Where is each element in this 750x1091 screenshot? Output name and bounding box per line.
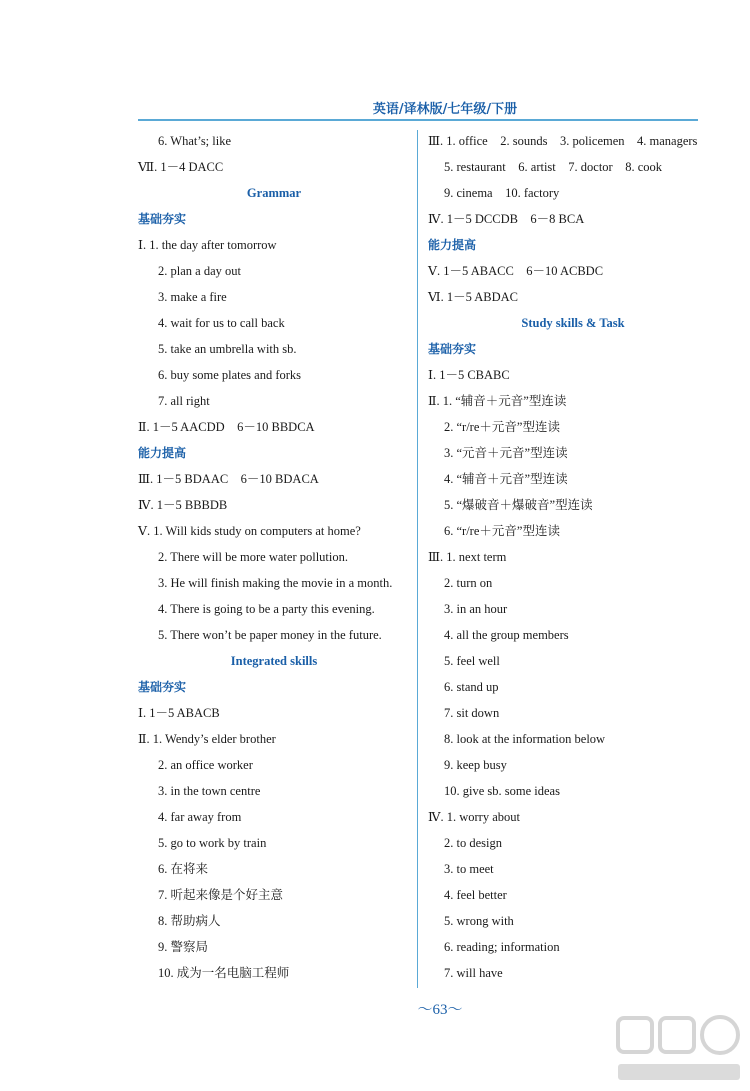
answer-line: 5. take an umbrella with sb. bbox=[158, 342, 297, 356]
answer-line: 7. 听起来像是个好主意 bbox=[158, 888, 284, 902]
subsection-title: 基础夯实 bbox=[138, 212, 187, 226]
answer-line: 7. all right bbox=[158, 394, 210, 408]
answer-line: 4. “辅音＋元音”型连读 bbox=[444, 472, 568, 486]
answer-line: Ⅶ. 1－4 DACC bbox=[138, 160, 224, 174]
answer-line: 4. wait for us to call back bbox=[158, 316, 285, 330]
answer-line: 5. restaurant 6. artist 7. doctor 8. cook bbox=[444, 160, 663, 174]
section-title: Study skills & Task bbox=[521, 316, 625, 330]
answer-line: Ⅳ. 1－5 DCCDB 6－8 BCA bbox=[428, 212, 585, 226]
answer-line: Ⅰ. 1－5 CBABC bbox=[428, 368, 510, 382]
answer-line: Ⅰ. 1. the day after tomorrow bbox=[138, 238, 277, 252]
answer-line: 6. buy some plates and forks bbox=[158, 368, 302, 382]
subsection-title: 基础夯实 bbox=[138, 680, 187, 694]
answer-line: Ⅴ. 1. Will kids study on computers at home? bbox=[138, 524, 361, 538]
answer-line: 4. There is going to be a party this evening. bbox=[158, 602, 375, 616]
answer-line: Ⅵ. 1－5 ABDAC bbox=[428, 290, 519, 304]
answer-line: 9. cinema 10. factory bbox=[444, 186, 560, 200]
column-divider bbox=[417, 130, 418, 988]
page-number: ～63～ bbox=[417, 1002, 463, 1018]
answer-line: 9. keep busy bbox=[444, 758, 507, 772]
answer-line: Ⅴ. 1－5 ABACC 6－10 ACBDC bbox=[428, 264, 604, 278]
answer-line: 6. 在将来 bbox=[158, 862, 209, 876]
answer-line: 8. 帮助病人 bbox=[158, 914, 221, 928]
answer-line: 2. “r/re＋元音”型连读 bbox=[444, 420, 560, 434]
answer-line: 3. in an hour bbox=[444, 602, 508, 616]
answer-line: 4. far away from bbox=[158, 810, 242, 824]
answer-line: 3. in the town centre bbox=[158, 784, 261, 798]
answer-line: Ⅲ. 1. next term bbox=[428, 550, 507, 564]
answer-line: 5. feel well bbox=[444, 654, 500, 668]
answer-line: 6. “r/re＋元音”型连读 bbox=[444, 524, 560, 538]
answer-line: 3. to meet bbox=[444, 862, 494, 876]
answer-line: 7. sit down bbox=[444, 706, 500, 720]
answer-line: 2. an office worker bbox=[158, 758, 253, 772]
answer-line: 3. “元音＋元音”型连读 bbox=[444, 446, 568, 460]
answer-line: 6. What’s; like bbox=[158, 134, 232, 148]
subsection-title: 能力提高 bbox=[138, 446, 187, 460]
answer-line: 7. will have bbox=[444, 966, 503, 980]
subsection-title: 能力提高 bbox=[428, 238, 477, 252]
answer-line: Ⅲ. 1. office 2. sounds 3. policemen 4. managers bbox=[428, 134, 698, 148]
right-column bbox=[428, 128, 718, 986]
answer-line: 8. look at the information below bbox=[444, 732, 606, 746]
subsection-title: 基础夯实 bbox=[428, 342, 477, 356]
answer-line: 2. plan a day out bbox=[158, 264, 241, 278]
answer-line: 3. make a fire bbox=[158, 290, 227, 304]
answer-line: Ⅱ. 1. Wendy’s elder brother bbox=[138, 732, 276, 746]
watermark-logo-icon bbox=[614, 1012, 744, 1087]
header-rule bbox=[138, 119, 698, 121]
answer-line: 5. “爆破音＋爆破音”型连读 bbox=[444, 498, 593, 512]
answer-line: 4. feel better bbox=[444, 888, 507, 902]
answer-line: 5. wrong with bbox=[444, 914, 514, 928]
answer-line: 10. give sb. some ideas bbox=[444, 784, 560, 798]
running-header: 英语/译林版/七年级/下册 bbox=[372, 102, 518, 117]
answer-line: Ⅲ. 1－5 BDAAC 6－10 BDACA bbox=[138, 472, 319, 486]
answer-line: 4. all the group members bbox=[444, 628, 569, 642]
left-column bbox=[138, 128, 410, 986]
answer-line: 5. There won’t be paper money in the future. bbox=[158, 628, 382, 642]
answer-line: Ⅳ. 1. worry about bbox=[428, 810, 520, 824]
answer-line: 5. go to work by train bbox=[158, 836, 267, 850]
answer-line: 2. to design bbox=[444, 836, 502, 850]
answer-line: 9. 警察局 bbox=[158, 940, 209, 954]
answer-line: 6. stand up bbox=[444, 680, 499, 694]
answer-line: 2. turn on bbox=[444, 576, 493, 590]
section-title: Grammar bbox=[246, 186, 302, 200]
answer-line: Ⅱ. 1－5 AACDD 6－10 BBDCA bbox=[138, 420, 315, 434]
answer-line: 2. There will be more water pollution. bbox=[158, 550, 348, 564]
answer-line: 6. reading; information bbox=[444, 940, 560, 954]
answer-line: Ⅱ. 1. “辅音＋元音”型连读 bbox=[428, 394, 567, 408]
answer-line: 10. 成为一名电脑工程师 bbox=[158, 966, 290, 980]
answer-line: Ⅳ. 1－5 BBBDB bbox=[138, 498, 228, 512]
answer-line: 3. He will finish making the movie in a month. bbox=[158, 576, 393, 590]
answer-line: Ⅰ. 1－5 ABACB bbox=[138, 706, 220, 720]
section-title: Integrated skills bbox=[230, 654, 318, 668]
